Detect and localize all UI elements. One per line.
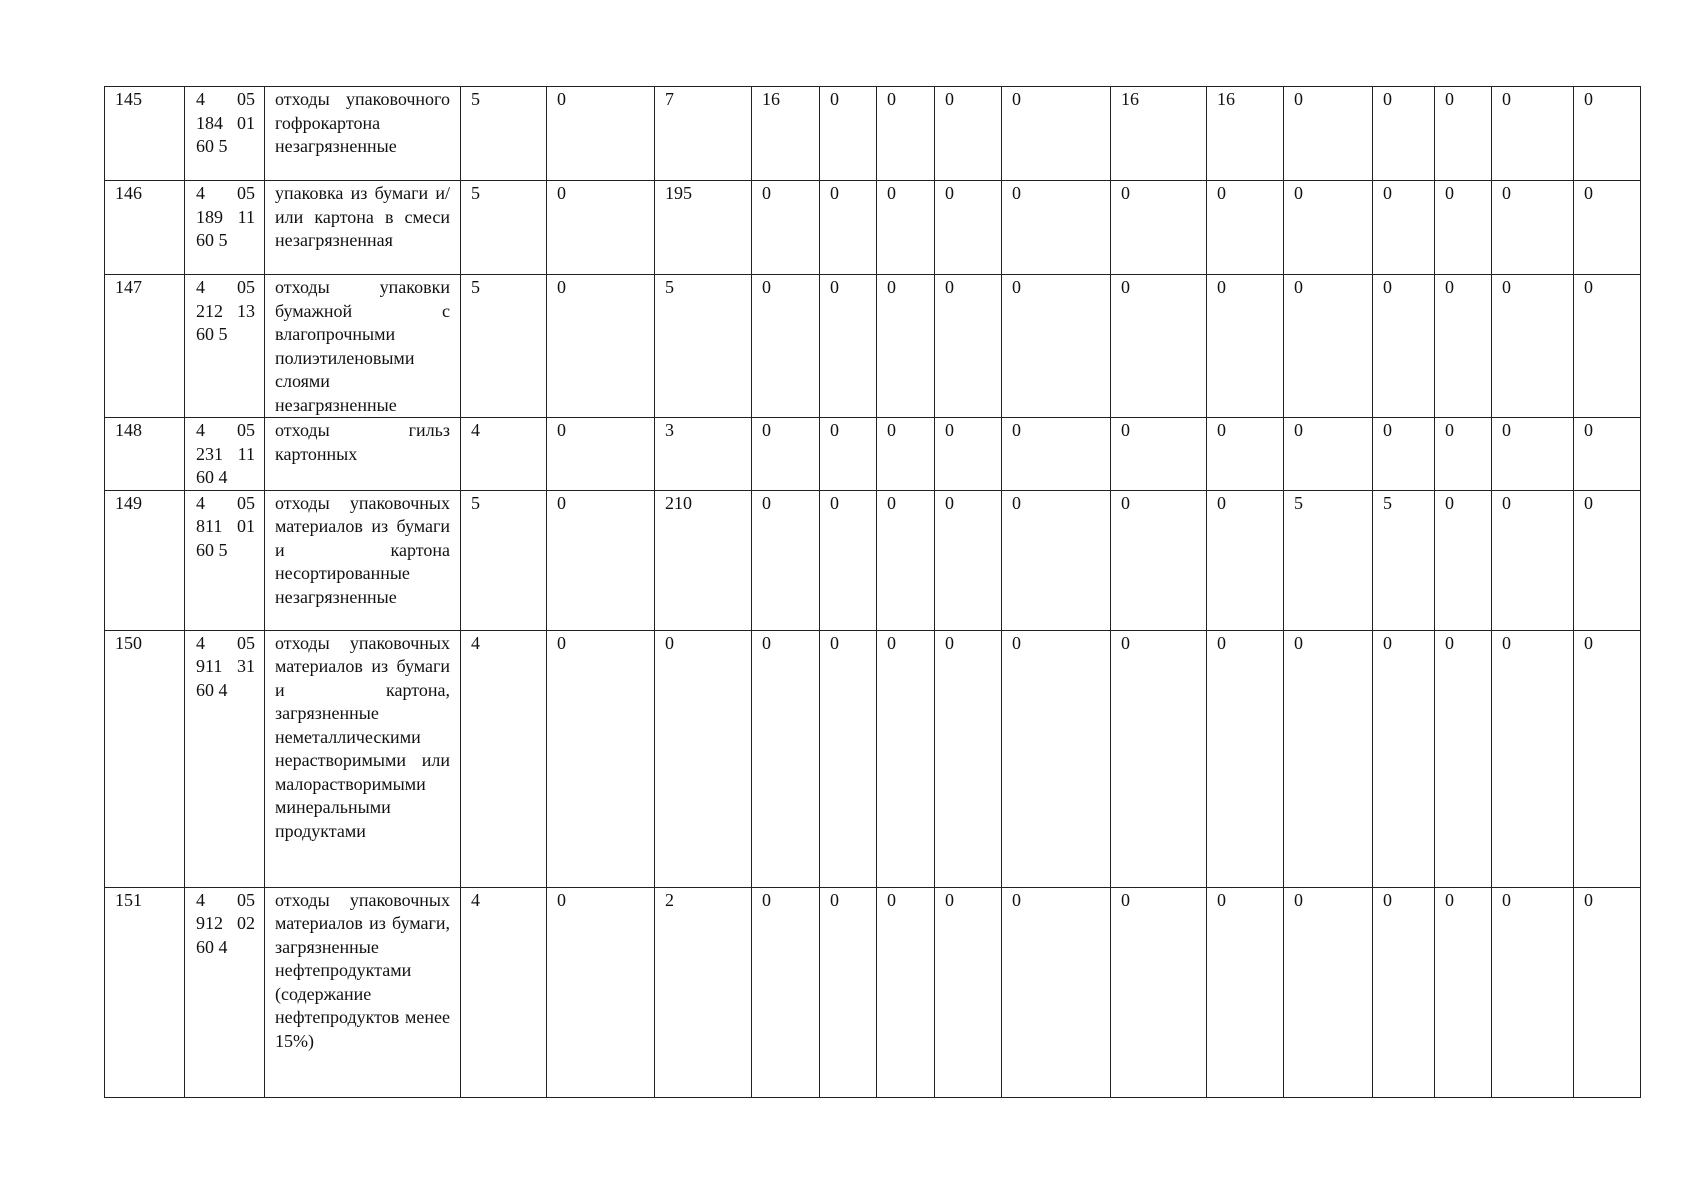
- value-cell: 5: [461, 490, 547, 630]
- value-cell: 0: [547, 630, 655, 887]
- value-cell: 0: [547, 87, 655, 181]
- waste-code-cell: [185, 181, 265, 275]
- value-cell: 0: [1207, 418, 1284, 491]
- row-number-cell: 150: [105, 630, 185, 887]
- value-cell: 0: [1284, 887, 1373, 1097]
- value-cell: 4: [461, 630, 547, 887]
- waste-name-cell: [265, 490, 461, 630]
- value-cell: 0: [1111, 275, 1207, 418]
- value-cell: 0: [1111, 630, 1207, 887]
- waste-code-line: 60 4: [196, 467, 228, 487]
- table-row: [105, 87, 1641, 181]
- value-cell: 0: [1492, 418, 1574, 491]
- value-cell: 0: [1284, 181, 1373, 275]
- waste-code-line: 60 5: [196, 539, 228, 560]
- value-cell: 4: [461, 418, 547, 491]
- waste-code-cell: [185, 418, 265, 491]
- value-cell: 0: [820, 275, 877, 418]
- table-row: [105, 630, 1641, 887]
- waste-name-text: отходы упаковочного гофрокартона незагрязненные: [275, 89, 450, 156]
- row-number-cell: 151: [105, 887, 185, 1097]
- value-cell: 0: [935, 490, 1002, 630]
- waste-code-line: 4 05: [196, 492, 255, 513]
- waste-name-cell: [265, 181, 461, 275]
- value-cell: 210: [655, 490, 752, 630]
- value-cell: 0: [1207, 630, 1284, 887]
- value-cell: 16: [1207, 87, 1284, 181]
- value-cell: 5: [461, 181, 547, 275]
- value-cell: 0: [752, 275, 820, 418]
- value-cell: 5: [1284, 490, 1373, 630]
- waste-code-line: 4 05: [196, 889, 255, 910]
- value-cell: 0: [820, 87, 877, 181]
- value-cell: 0: [1284, 275, 1373, 418]
- value-cell: 16: [752, 87, 820, 181]
- waste-name-cell: [265, 418, 461, 491]
- value-cell: 0: [752, 490, 820, 630]
- value-cell: 0: [547, 418, 655, 491]
- value-cell: 0: [877, 630, 935, 887]
- waste-code-line: 189 11: [196, 206, 255, 227]
- value-cell: 0: [752, 181, 820, 275]
- row-number-cell: 149: [105, 490, 185, 630]
- value-cell: 0: [1373, 887, 1435, 1097]
- value-cell: 0: [1435, 630, 1492, 887]
- value-cell: 0: [1207, 181, 1284, 275]
- value-cell: 0: [1002, 275, 1111, 418]
- value-cell: 0: [1574, 181, 1641, 275]
- value-cell: 0: [547, 887, 655, 1097]
- value-cell: 0: [1002, 87, 1111, 181]
- value-cell: 0: [1435, 418, 1492, 491]
- waste-name-cell: [265, 630, 461, 887]
- value-cell: 0: [1002, 490, 1111, 630]
- waste-code-line: 60 4: [196, 936, 228, 957]
- value-cell: 0: [877, 887, 935, 1097]
- waste-code-line: 912 02: [196, 913, 255, 933]
- row-number-cell: 148: [105, 418, 185, 491]
- waste-code-line: 4 05: [196, 420, 255, 440]
- waste-code-line: 4 05: [196, 277, 255, 297]
- table-row: [105, 418, 1641, 491]
- value-cell: 0: [1492, 275, 1574, 418]
- value-cell: 0: [1002, 418, 1111, 491]
- value-cell: 0: [1373, 418, 1435, 491]
- waste-code-line: 811 01: [196, 516, 255, 536]
- value-cell: 0: [935, 87, 1002, 181]
- waste-code-line: 4 05: [196, 89, 255, 109]
- value-cell: 0: [1111, 181, 1207, 275]
- value-cell: 0: [1574, 275, 1641, 418]
- value-cell: 0: [752, 418, 820, 491]
- value-cell: 0: [1002, 887, 1111, 1097]
- value-cell: 0: [1574, 630, 1641, 887]
- waste-code-line: 4 05: [196, 183, 255, 203]
- value-cell: 0: [1492, 87, 1574, 181]
- value-cell: 0: [1002, 630, 1111, 887]
- value-cell: 0: [655, 630, 752, 887]
- value-cell: 0: [547, 490, 655, 630]
- waste-name-text: отходы упаковочных материалов из бумаги, загрязненные нефтепродуктами (содержание нефтепродуктов менее 15%): [275, 889, 450, 1051]
- waste-name-text: отходы упаковки бумажной с влагопрочными полиэтиленовыми слоями незагрязненные: [275, 277, 450, 415]
- waste-code-cell: [185, 490, 265, 630]
- value-cell: 0: [1284, 630, 1373, 887]
- value-cell: 0: [820, 181, 877, 275]
- waste-code-line: 60 5: [196, 136, 228, 156]
- table-row: [105, 181, 1641, 275]
- value-cell: 0: [1207, 275, 1284, 418]
- row-number-cell: 147: [105, 275, 185, 418]
- value-cell: 0: [877, 490, 935, 630]
- value-cell: 2: [655, 887, 752, 1097]
- waste-code-line: 212 13: [196, 300, 255, 321]
- value-cell: 0: [1111, 490, 1207, 630]
- value-cell: 0: [1492, 490, 1574, 630]
- value-cell: 0: [1574, 87, 1641, 181]
- value-cell: 0: [935, 181, 1002, 275]
- value-cell: 0: [752, 630, 820, 887]
- value-cell: 0: [1574, 490, 1641, 630]
- value-cell: 0: [1492, 887, 1574, 1097]
- value-cell: 5: [461, 87, 547, 181]
- waste-code-cell: [185, 630, 265, 887]
- value-cell: 0: [877, 181, 935, 275]
- value-cell: 0: [547, 181, 655, 275]
- waste-name-text: отходы гильз картонных: [275, 420, 450, 464]
- waste-code-line: 60 4: [196, 679, 228, 700]
- value-cell: 0: [877, 418, 935, 491]
- value-cell: 0: [935, 887, 1002, 1097]
- value-cell: 0: [547, 275, 655, 418]
- table-row: [105, 887, 1641, 1097]
- waste-code-cell: [185, 887, 265, 1097]
- value-cell: 0: [820, 630, 877, 887]
- value-cell: 3: [655, 418, 752, 491]
- waste-name-text: отходы упаковочных материалов из бумаги и картона, загрязненные неметаллическими нерастворимыми или малорастворимыми минеральными продуктами: [275, 632, 450, 841]
- waste-code-line: 4 05: [196, 632, 255, 653]
- waste-code-line: 911 31: [196, 656, 255, 676]
- row-number-cell: 145: [105, 87, 185, 181]
- value-cell: 5: [655, 275, 752, 418]
- value-cell: 0: [935, 418, 1002, 491]
- value-cell: 0: [1002, 181, 1111, 275]
- waste-code-line: 60 5: [196, 324, 228, 344]
- waste-table: [104, 86, 1641, 1098]
- value-cell: 0: [820, 490, 877, 630]
- value-cell: 0: [1207, 887, 1284, 1097]
- value-cell: 0: [1492, 630, 1574, 887]
- value-cell: 0: [1574, 887, 1641, 1097]
- waste-name-cell: [265, 87, 461, 181]
- value-cell: 0: [820, 418, 877, 491]
- value-cell: 0: [1373, 181, 1435, 275]
- value-cell: 0: [1492, 181, 1574, 275]
- value-cell: 0: [1373, 630, 1435, 887]
- value-cell: 4: [461, 887, 547, 1097]
- value-cell: 0: [1435, 87, 1492, 181]
- value-cell: 0: [1435, 490, 1492, 630]
- value-cell: 0: [877, 87, 935, 181]
- value-cell: 0: [820, 887, 877, 1097]
- value-cell: 0: [1435, 887, 1492, 1097]
- waste-code-line: 60 5: [196, 230, 228, 250]
- value-cell: 0: [752, 887, 820, 1097]
- value-cell: 5: [461, 275, 547, 418]
- waste-name-text: отходы упаковочных материалов из бумаги и картона несортированные незагрязненные: [275, 492, 450, 607]
- value-cell: 0: [1284, 87, 1373, 181]
- value-cell: 0: [935, 630, 1002, 887]
- waste-code-cell: [185, 275, 265, 418]
- value-cell: 0: [1111, 418, 1207, 491]
- table-row: [105, 275, 1641, 418]
- value-cell: 0: [1435, 181, 1492, 275]
- value-cell: 195: [655, 181, 752, 275]
- value-cell: 7: [655, 87, 752, 181]
- value-cell: 16: [1111, 87, 1207, 181]
- waste-name-text: упаковка из бумаги и/или картона в смеси незагрязненная: [275, 183, 450, 250]
- waste-code-line: 184 01: [196, 112, 255, 133]
- value-cell: 0: [1574, 418, 1641, 491]
- value-cell: 0: [1373, 275, 1435, 418]
- table-row: [105, 490, 1641, 630]
- value-cell: 0: [1284, 418, 1373, 491]
- value-cell: 0: [1111, 887, 1207, 1097]
- value-cell: 5: [1373, 490, 1435, 630]
- waste-name-cell: [265, 275, 461, 418]
- waste-code-line: 231 11: [196, 443, 255, 464]
- waste-name-cell: [265, 887, 461, 1097]
- value-cell: 0: [935, 275, 1002, 418]
- value-cell: 0: [1435, 275, 1492, 418]
- value-cell: 0: [1373, 87, 1435, 181]
- value-cell: 0: [877, 275, 935, 418]
- row-number-cell: 146: [105, 181, 185, 275]
- waste-code-cell: [185, 87, 265, 181]
- value-cell: 0: [1207, 490, 1284, 630]
